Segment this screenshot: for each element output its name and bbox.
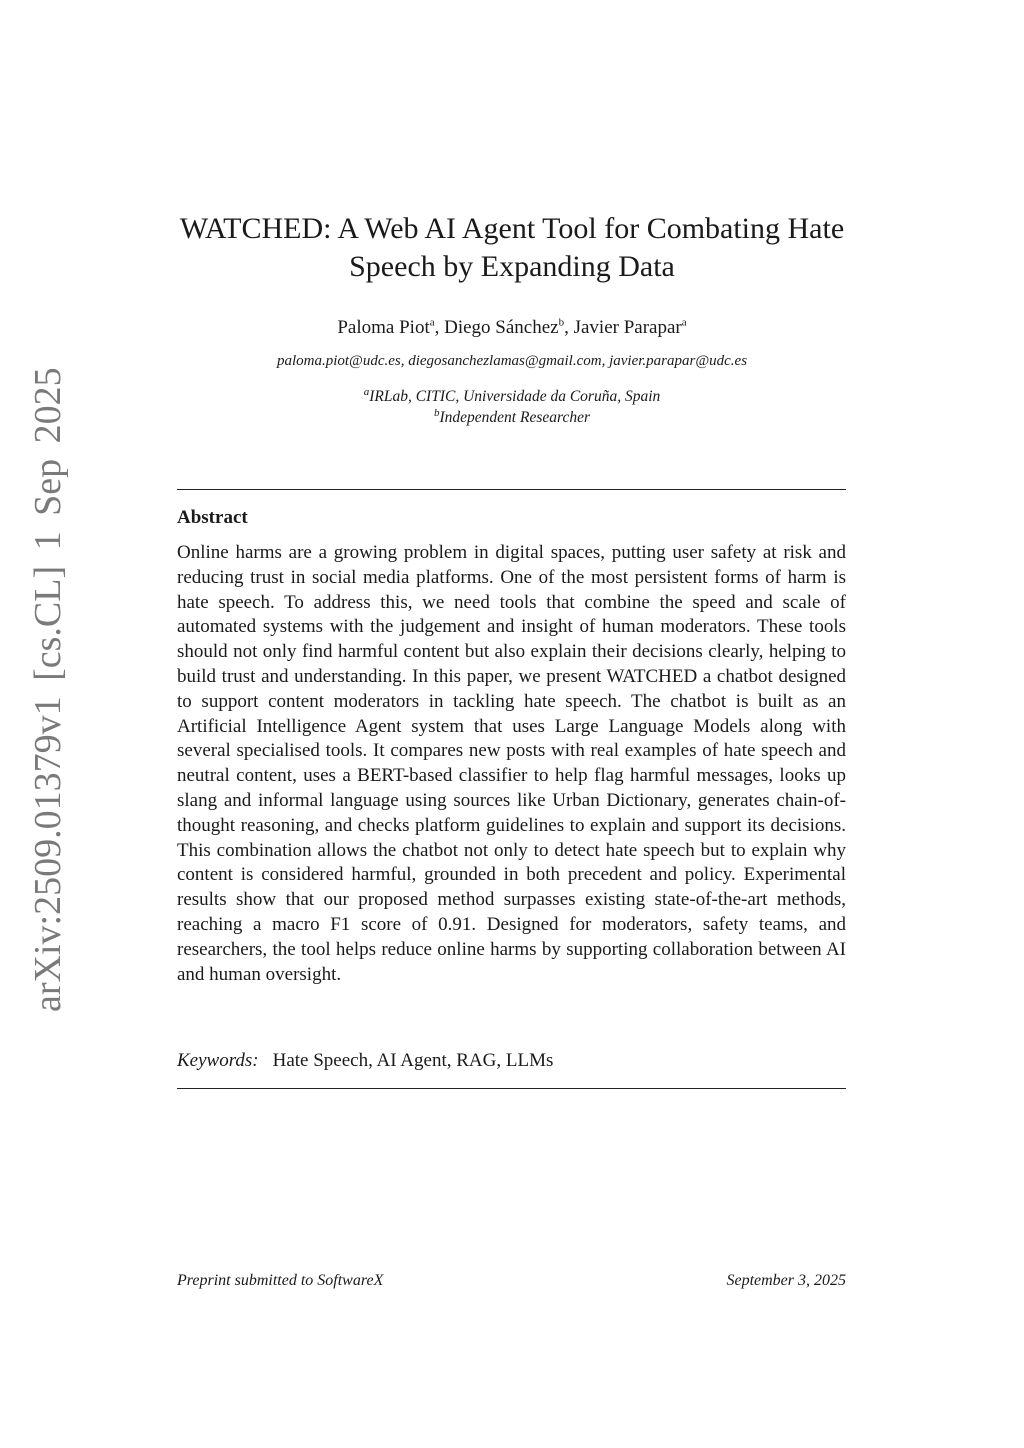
keywords-line xyxy=(177,1048,846,1074)
author-name: Diego Sánchez xyxy=(444,317,559,338)
abstract-heading: Abstract xyxy=(177,507,248,528)
author-affil-mark: b xyxy=(558,316,565,329)
author-list: Paloma Piot$^a$, Diego Sánchez$^b$, Javier Parapar$^a$ xyxy=(337,316,687,338)
arxiv-identifier-stamp: arXiv:2509.01379v1 [cs.CL] 1 Sep 2025 xyxy=(27,367,69,1012)
author-emails: paloma.piot@udc.es, diegosanchezlamas@gmail.com, javier.parapar@udc.es xyxy=(276,353,748,369)
abstract-body: Online harms are a growing problem in digital spaces, putting user safety at risk and reducing trust in social media platforms. One of the most persistent forms of harm is hate speech. To address this, we need tools that combine the speed and scale of automated systems with the judgement and insight of human moderators. These tools should not only find harmful content but also explain their decisions clearly, helping to build trust and understanding. In this paper, we present WATCHED a chatbot designed to support content moderators in tackling hate speech. The chatbot is built as an Artificial Intelligence Agent system that uses Large Language Models along with several specialised tools. It compares new posts with real examples of hate speech and neutral content, uses a BERT-based classifier to help flag harmful messages, looks up slang and informal language using sources like Urban Dictionary, generates chain-of-thought reasoning, and checks platform guidelines to explain and support its decisions. This combination allows the chatbot not only to detect hate speech but to explain why content is considered harmful, grounded in both precedent and policy. Experimental results show that our proposed method surpasses existing state-of-the-art methods, reaching a macro F1 score of 0.91. Designed for moderators, safety teams, and researchers, the tool helps reduce online harms by supporting collaboration between AI and human oversight. xyxy=(177,542,846,985)
affiliation-text: Independent Researcher xyxy=(439,409,590,426)
keywords-text: Hate Speech, AI Agent, RAG, LLMs xyxy=(272,1050,554,1071)
affiliation-mark: a xyxy=(363,385,370,398)
bottom-divider xyxy=(177,1088,846,1089)
author-name: Paloma Piot xyxy=(337,317,430,338)
paper-title: WATCHED: A Web AI Agent Tool for Combating Hate Speech by Expanding Data xyxy=(179,212,845,283)
keywords-label: Keywords: xyxy=(177,1050,259,1071)
author-name: Javier Parapar xyxy=(573,317,682,338)
top-divider xyxy=(177,489,846,490)
affiliation xyxy=(160,407,864,429)
author-affil-mark: a xyxy=(429,316,435,329)
affiliation-mark: b xyxy=(434,406,440,419)
author-affil-mark: a xyxy=(681,316,687,329)
footer-submission-note: Preprint submitted to SoftwareX xyxy=(177,1272,384,1289)
footer-date: September 3, 2025 xyxy=(726,1272,846,1289)
affiliation xyxy=(160,386,864,408)
affiliation-text: IRLab, CITIC, Universidade da Coruña, Spain xyxy=(369,388,661,405)
